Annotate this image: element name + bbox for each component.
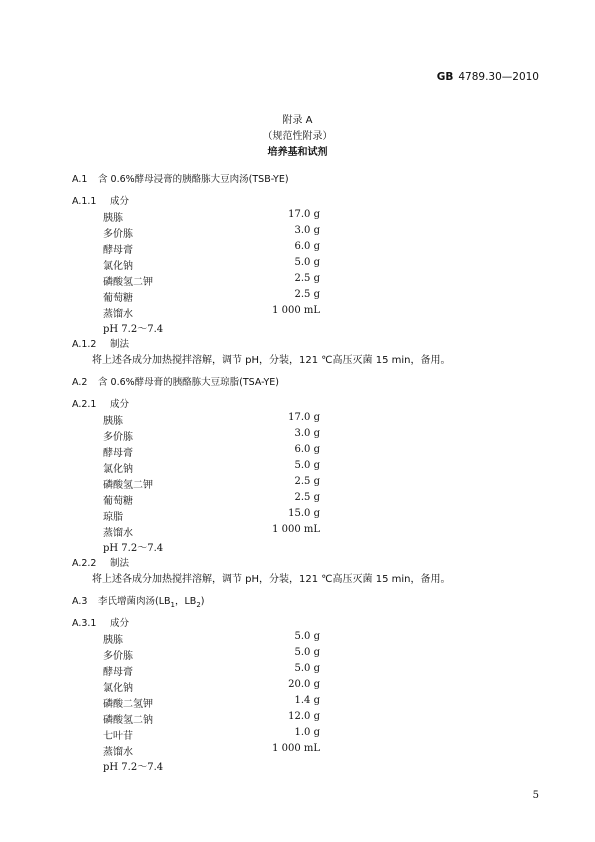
ingredient-name: 胰胨 — [103, 416, 123, 427]
ingredient-amount: 15.0 g — [288, 508, 320, 519]
subsection-heading-a2-2: A.2.2 制法 — [72, 558, 130, 569]
ingredient-name: 琼脂 — [103, 512, 123, 523]
ingredient-amount: 3.0 g — [294, 225, 320, 236]
ingredient-name: 多价胨 — [103, 651, 133, 662]
ingredient-amount: 6.0 g — [294, 241, 320, 252]
ingredient-amount: 1 000 mL — [272, 305, 320, 316]
ingredient-amount: 2.5 g — [294, 289, 320, 300]
ingredient-name: 蒸馏水 — [103, 528, 133, 539]
ingredient-amount: 5.0 g — [294, 647, 320, 658]
ingredient-amount: 2.5 g — [294, 273, 320, 284]
ingredient-amount: 2.5 g — [294, 476, 320, 487]
ingredient-amount: 2.5 g — [294, 492, 320, 503]
ingredient-name: 蒸馏水 — [103, 747, 133, 758]
section-heading-a1: A.1 含 0.6%酵母浸膏的胰酪胨大豆肉汤(TSB-YE) — [72, 174, 289, 185]
ingredient-name: 氯化钠 — [103, 464, 133, 475]
ingredient-name: 葡萄糖 — [103, 496, 133, 507]
ingredient-amount: 5.0 g — [294, 257, 320, 268]
ingredient-amount: 5.0 g — [294, 460, 320, 471]
standard-number: 4789.30—2010 — [458, 71, 539, 83]
ingredient-name: 磷酸氢二钾 — [103, 277, 153, 288]
ingredient-name: 氯化钠 — [103, 683, 133, 694]
ingredient-amount: 20.0 g — [288, 679, 320, 690]
ingredient-name: 酵母膏 — [103, 448, 133, 459]
ingredient-name: 酵母膏 — [103, 667, 133, 678]
ingredient-name: 磷酸氢二钾 — [103, 480, 153, 491]
ingredient-name: 多价胨 — [103, 229, 133, 240]
ph-range-a1: pH 7.2～7.4 — [103, 324, 164, 335]
appendix-heading: 培养基和试剂 — [267, 147, 328, 158]
ingredient-name: 磷酸二氢钾 — [103, 699, 153, 710]
standard-prefix: GB — [436, 71, 454, 83]
ingredient-amount: 1.4 g — [294, 695, 320, 706]
ingredient-amount: 1.0 g — [294, 727, 320, 738]
ingredient-amount: 6.0 g — [294, 444, 320, 455]
ingredient-name: 胰胨 — [103, 635, 123, 646]
ingredient-name: 蒸馏水 — [103, 309, 133, 320]
ingredient-amount: 1 000 mL — [272, 743, 320, 754]
subsection-heading-a1-1: A.1.1 成分 — [72, 196, 130, 207]
subsection-heading-a1-2: A.1.2 制法 — [72, 339, 130, 350]
ingredient-name: 氯化钠 — [103, 261, 133, 272]
ph-range-a2: pH 7.2～7.4 — [103, 543, 164, 554]
subsection-heading-a3-1: A.3.1 成分 — [72, 618, 130, 629]
ingredient-amount: 5.0 g — [294, 663, 320, 674]
ingredient-amount: 5.0 g — [294, 631, 320, 642]
ingredient-amount: 17.0 g — [288, 209, 320, 220]
ingredient-name: 酵母膏 — [103, 245, 133, 256]
appendix-title: 附录 A — [282, 115, 313, 126]
method-text-a1: 将上述各成分加热搅拌溶解，调节 pH，分装，121 ℃高压灭菌 15 min，备用。 — [92, 355, 451, 366]
method-text-a2: 将上述各成分加热搅拌溶解，调节 pH，分装，121 ℃高压灭菌 15 min，备用。 — [92, 574, 451, 585]
appendix-subtitle: （规范性附录） — [262, 131, 333, 142]
ingredient-amount: 3.0 g — [294, 428, 320, 439]
ingredient-amount: 12.0 g — [288, 711, 320, 722]
document-code — [437, 71, 539, 83]
ingredient-name: 七叶苷 — [103, 731, 133, 742]
ingredient-name: 胰胨 — [103, 213, 123, 224]
ingredient-amount: 17.0 g — [288, 412, 320, 423]
page-number: 5 — [532, 790, 539, 801]
ph-range-a3: pH 7.2～7.4 — [103, 762, 164, 773]
subsection-heading-a2-1: A.2.1 成分 — [72, 399, 130, 410]
ingredient-name: 葡萄糖 — [103, 293, 133, 304]
ingredient-name: 磷酸氢二钠 — [103, 715, 153, 726]
section-heading-a3: A.3 李氏增菌肉汤($LB_1$，$LB_2$) — [72, 596, 205, 609]
ingredient-amount: 1 000 mL — [272, 524, 320, 535]
ingredient-name: 多价胨 — [103, 432, 133, 443]
section-heading-a2: A.2 含 0.6%酵母膏的胰酪胨大豆琼脂(TSA-YE) — [72, 377, 279, 388]
